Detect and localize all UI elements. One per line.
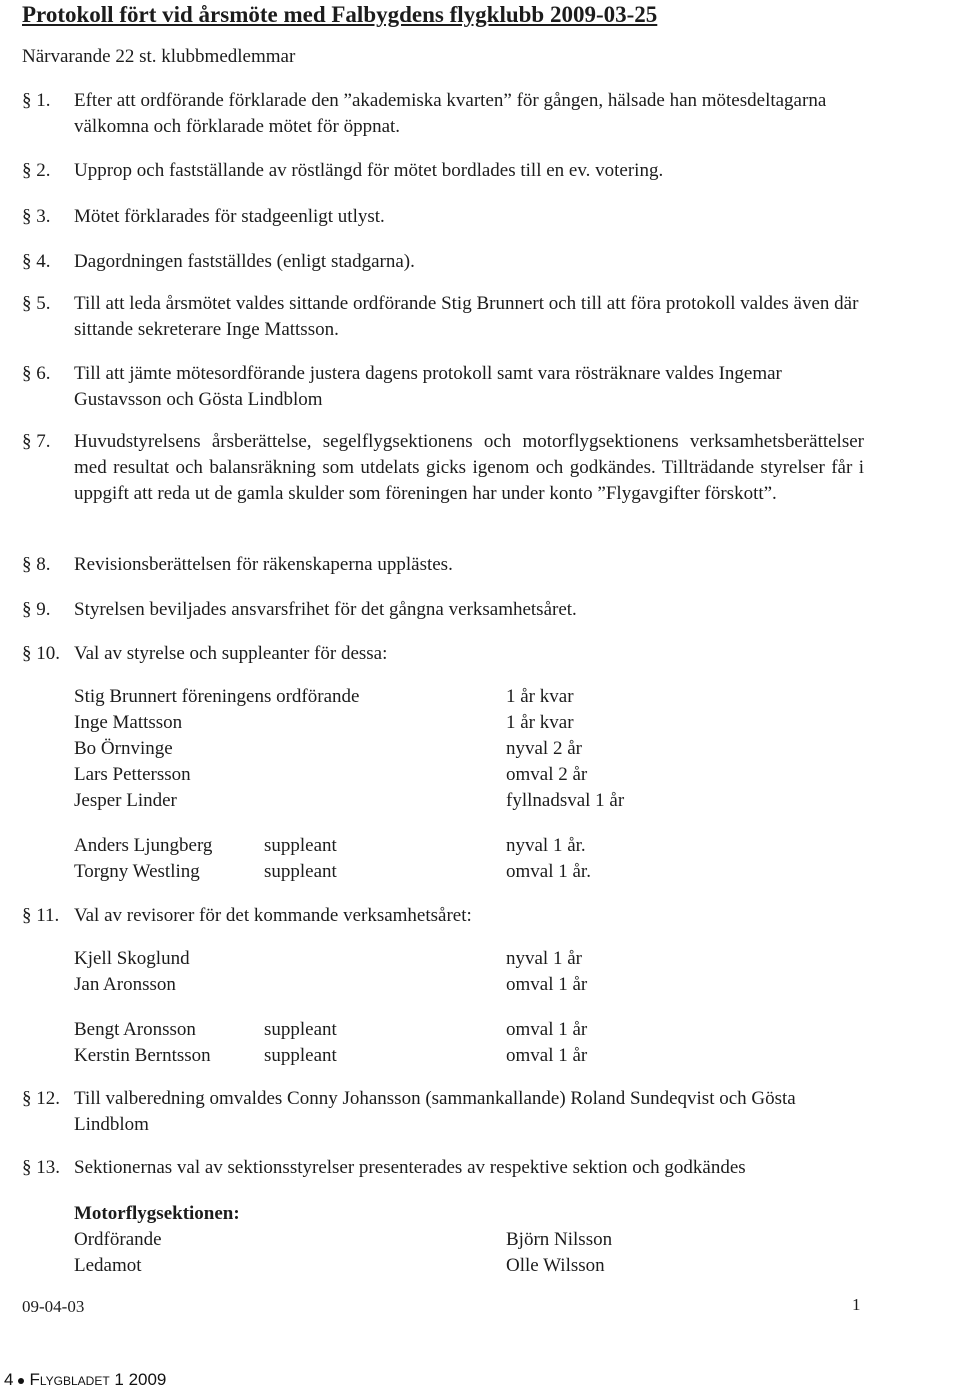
list-item: [74, 1043, 714, 1069]
paragraph-1: [22, 88, 864, 140]
paragraph-10: [22, 641, 864, 667]
paragraph-text: Mötet förklarades för stadgeenligt utlyst.: [74, 206, 385, 227]
member-name: Bo Örnvinge: [74, 738, 173, 759]
paragraph-13: [22, 1155, 864, 1181]
paragraph-text: Sektionernas val av sektionsstyrelser presenterades av respektive sektion och godkändes: [74, 1157, 746, 1178]
list-item: [74, 859, 714, 885]
list-item: [74, 1253, 714, 1279]
paragraph-number: § 13.: [22, 1157, 60, 1178]
magazine-issue: 1 2009: [114, 1370, 167, 1389]
member-name: Stig Brunnert föreningens ordförande: [74, 686, 360, 707]
member-role: suppleant: [264, 861, 337, 882]
member-term: nyval 1 år: [506, 948, 582, 969]
list-item: [74, 1227, 714, 1253]
paragraph-number: § 5.: [22, 293, 51, 314]
member-term: omval 2 år: [506, 764, 588, 785]
member-term: omval 1 år: [506, 1019, 588, 1040]
paragraph-number: § 3.: [22, 206, 51, 227]
member-term: 1 år kvar: [506, 686, 574, 707]
paragraph-text: Efter att ordförande förklarade den ”akademiska kvarten” för gången, hälsade han mötesdeltagarna välkomna och förklarade mötet för öppnat.: [74, 90, 827, 137]
paragraph-text: Dagordningen fastställdes (enligt stadgarna).: [74, 251, 415, 272]
paragraph-7: [22, 429, 864, 507]
magazine-page-number: 4: [4, 1370, 14, 1389]
footer-date: 09-04-03: [22, 1297, 85, 1316]
attendance-line: Närvarande 22 st. klubbmedlemmar: [22, 46, 296, 67]
paragraph-number: § 9.: [22, 599, 51, 620]
paragraph-number: § 1.: [22, 90, 51, 111]
member-term: 1 år kvar: [506, 712, 574, 733]
paragraph-8: [22, 552, 864, 578]
member-term: nyval 2 år: [506, 738, 582, 759]
paragraph-number: § 10.: [22, 643, 60, 664]
document-title: Protokoll fört vid årsmöte med Falbygdens flygklubb 2009-03-25: [22, 2, 658, 27]
bullet-icon: [18, 1378, 24, 1384]
paragraph-12: [22, 1086, 864, 1138]
paragraph-text: Huvudstyrelsens årsberättelse, segelflygsektionens och motorflygsektionens verksamhetsberättelser med resultat och balansräkning som utdelats gicks igenom och godkändes. Tillträdande styrelser får i uppgift att reda ut de gamla skulder som föreningen har under konto ”Flygavgifter förskott”.: [74, 431, 864, 504]
magazine-footer: [4, 1370, 166, 1390]
paragraph-number: § 11.: [22, 905, 60, 926]
paragraph-5: [22, 291, 864, 343]
footer-page-number: 1: [852, 1295, 861, 1314]
paragraph-number: § 4.: [22, 251, 51, 272]
member-role: Ledamot: [74, 1255, 142, 1276]
member-name: Jan Aronsson: [74, 974, 176, 995]
paragraph-4: [22, 249, 864, 275]
member-name: Jesper Linder: [74, 790, 177, 811]
member-term: omval 1 år: [506, 974, 588, 995]
member-name: Bengt Aronsson: [74, 1019, 196, 1040]
list-item: [74, 684, 714, 710]
member-name: Inge Mattsson: [74, 712, 183, 733]
auditors-list: [74, 946, 714, 998]
member-role: suppleant: [264, 1045, 337, 1066]
list-item: [74, 762, 714, 788]
paragraph-11: [22, 903, 864, 929]
paragraph-text: Revisionsberättelsen för räkenskaperna upplästes.: [74, 554, 453, 575]
list-item: [74, 736, 714, 762]
paragraph-3: [22, 204, 864, 230]
motor-section: [74, 1201, 714, 1279]
member-name: Anders Ljungberg: [74, 835, 213, 856]
member-name: Lars Pettersson: [74, 764, 191, 785]
list-item: [74, 972, 714, 998]
paragraph-text: Styrelsen beviljades ansvarsfrihet för det gångna verksamhetsåret.: [74, 599, 577, 620]
member-term: omval 1 år: [506, 1045, 588, 1066]
member-name: Kerstin Berntsson: [74, 1045, 211, 1066]
paragraph-text: Val av revisorer för det kommande verksamhetsåret:: [74, 905, 472, 926]
member-term: omval 1 år.: [506, 861, 591, 882]
list-item: [74, 946, 714, 972]
member-name: Björn Nilsson: [506, 1229, 613, 1250]
paragraph-number: § 6.: [22, 363, 51, 384]
member-term: nyval 1 år.: [506, 835, 586, 856]
member-role: suppleant: [264, 1019, 337, 1040]
paragraph-text: Val av styrelse och suppleanter för dessa:: [74, 643, 388, 664]
member-name: Torgny Westling: [74, 861, 200, 882]
paragraph-number: § 7.: [22, 431, 51, 452]
paragraph-text: Till att leda årsmötet valdes sittande ordförande Stig Brunnert och till att föra protokoll valdes även där sittande sekreterare Inge Mattsson.: [74, 293, 859, 340]
board-deputies-list: [74, 833, 714, 885]
paragraph-number: § 8.: [22, 554, 51, 575]
member-name: Olle Wilsson: [506, 1255, 605, 1276]
auditor-deputies-list: [74, 1017, 714, 1069]
paragraph-number: § 2.: [22, 160, 51, 181]
list-item: [74, 833, 714, 859]
paragraph-text: Upprop och fastställande av röstlängd för mötet bordlades till en ev. votering.: [74, 160, 664, 181]
list-item: [74, 710, 714, 736]
member-term: fyllnadsval 1 år: [506, 790, 625, 811]
paragraph-text: Till valberedning omvaldes Conny Johansson (sammankallande) Roland Sundeqvist och Gösta Lindblom: [74, 1088, 796, 1135]
paragraph-number: § 12.: [22, 1088, 60, 1109]
section-heading: Motorflygsektionen:: [74, 1203, 240, 1224]
list-item: [74, 788, 714, 814]
paragraph-6: [22, 361, 864, 413]
member-role: suppleant: [264, 835, 337, 856]
paragraph-text: Till att jämte mötesordförande justera dagens protokoll samt vara rösträknare valdes Ingemar Gustavsson och Gösta Lindblom: [74, 363, 782, 410]
paragraph-2: [22, 158, 864, 184]
board-list: [74, 684, 714, 814]
paragraph-9: [22, 597, 864, 623]
list-item: [74, 1017, 714, 1043]
member-role: Ordförande: [74, 1229, 162, 1250]
magazine-name: Flygbladet: [29, 1370, 110, 1389]
member-name: Kjell Skoglund: [74, 948, 190, 969]
